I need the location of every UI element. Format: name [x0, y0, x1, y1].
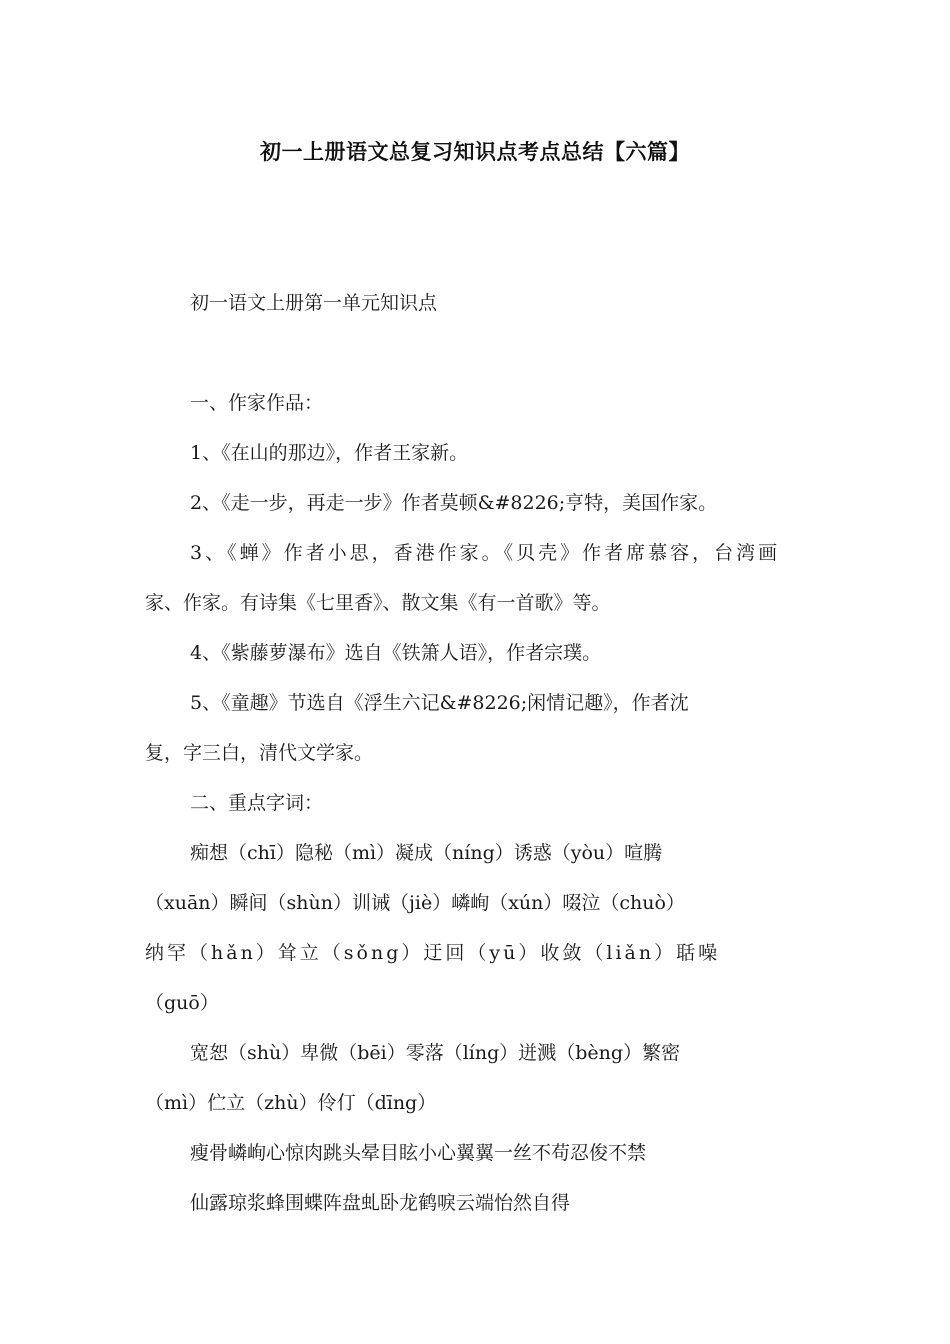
paragraph-line: 仙露琼浆蜂围蝶阵盘虬卧龙鹤唳云端怡然自得: [190, 1192, 571, 1214]
paragraph-line: 3、《蝉》作者小思，香港作家。《贝壳》作者席慕容，台湾画: [190, 542, 781, 564]
paragraph-line: （xuān）瞬间（shùn）训诫（jiè）嶙峋（xún）啜泣（chuò）: [145, 892, 685, 914]
subheading-vocabulary: 二、重点字词：: [190, 792, 324, 814]
paragraph-line: （mì）伫立（zhù）伶仃（dīng）: [145, 1092, 437, 1114]
page-title: 初一上册语文总复习知识点考点总结【六篇】: [260, 140, 690, 164]
paragraph-line: 瘦骨嶙峋心惊肉跳头晕目眩小心翼翼一丝不苟忍俊不禁: [190, 1142, 647, 1164]
paragraph-line: 复，字三白，清代文学家。: [145, 742, 374, 764]
paragraph-line: 痴想（chī）隐秘（mì）凝成（níng）诱惑（yòu）喧腾: [190, 842, 663, 864]
section-heading: 初一语文上册第一单元知识点: [190, 292, 438, 314]
paragraph-line: 4、《紫藤萝瀑布》选自《铁箫人语》，作者宗璞。: [190, 642, 602, 664]
paragraph-line: 1、《在山的那边》，作者王家新。: [190, 442, 469, 464]
paragraph-line: 宽恕（shù）卑微（bēi）零落（líng）迸溅（bèng）繁密: [190, 1042, 681, 1064]
paragraph-line: 纳罕（hǎn）耸立（sǒng）迂回（yū）收敛（liǎn）聒噪: [145, 942, 721, 964]
paragraph-line: 5、《童趣》节选自《浮生六记&#8226;闲情记趣》，作者沈: [190, 692, 689, 714]
paragraph-line: （guō）: [145, 992, 219, 1014]
paragraph-line: 2、《走一步，再走一步》作者莫顿&#8226;亨特，美国作家。: [190, 492, 718, 514]
paragraph-line: 家、作家。有诗集《七里香》、散文集《有一首歌》等。: [145, 592, 611, 614]
subheading-authors: 一、作家作品：: [190, 392, 324, 414]
